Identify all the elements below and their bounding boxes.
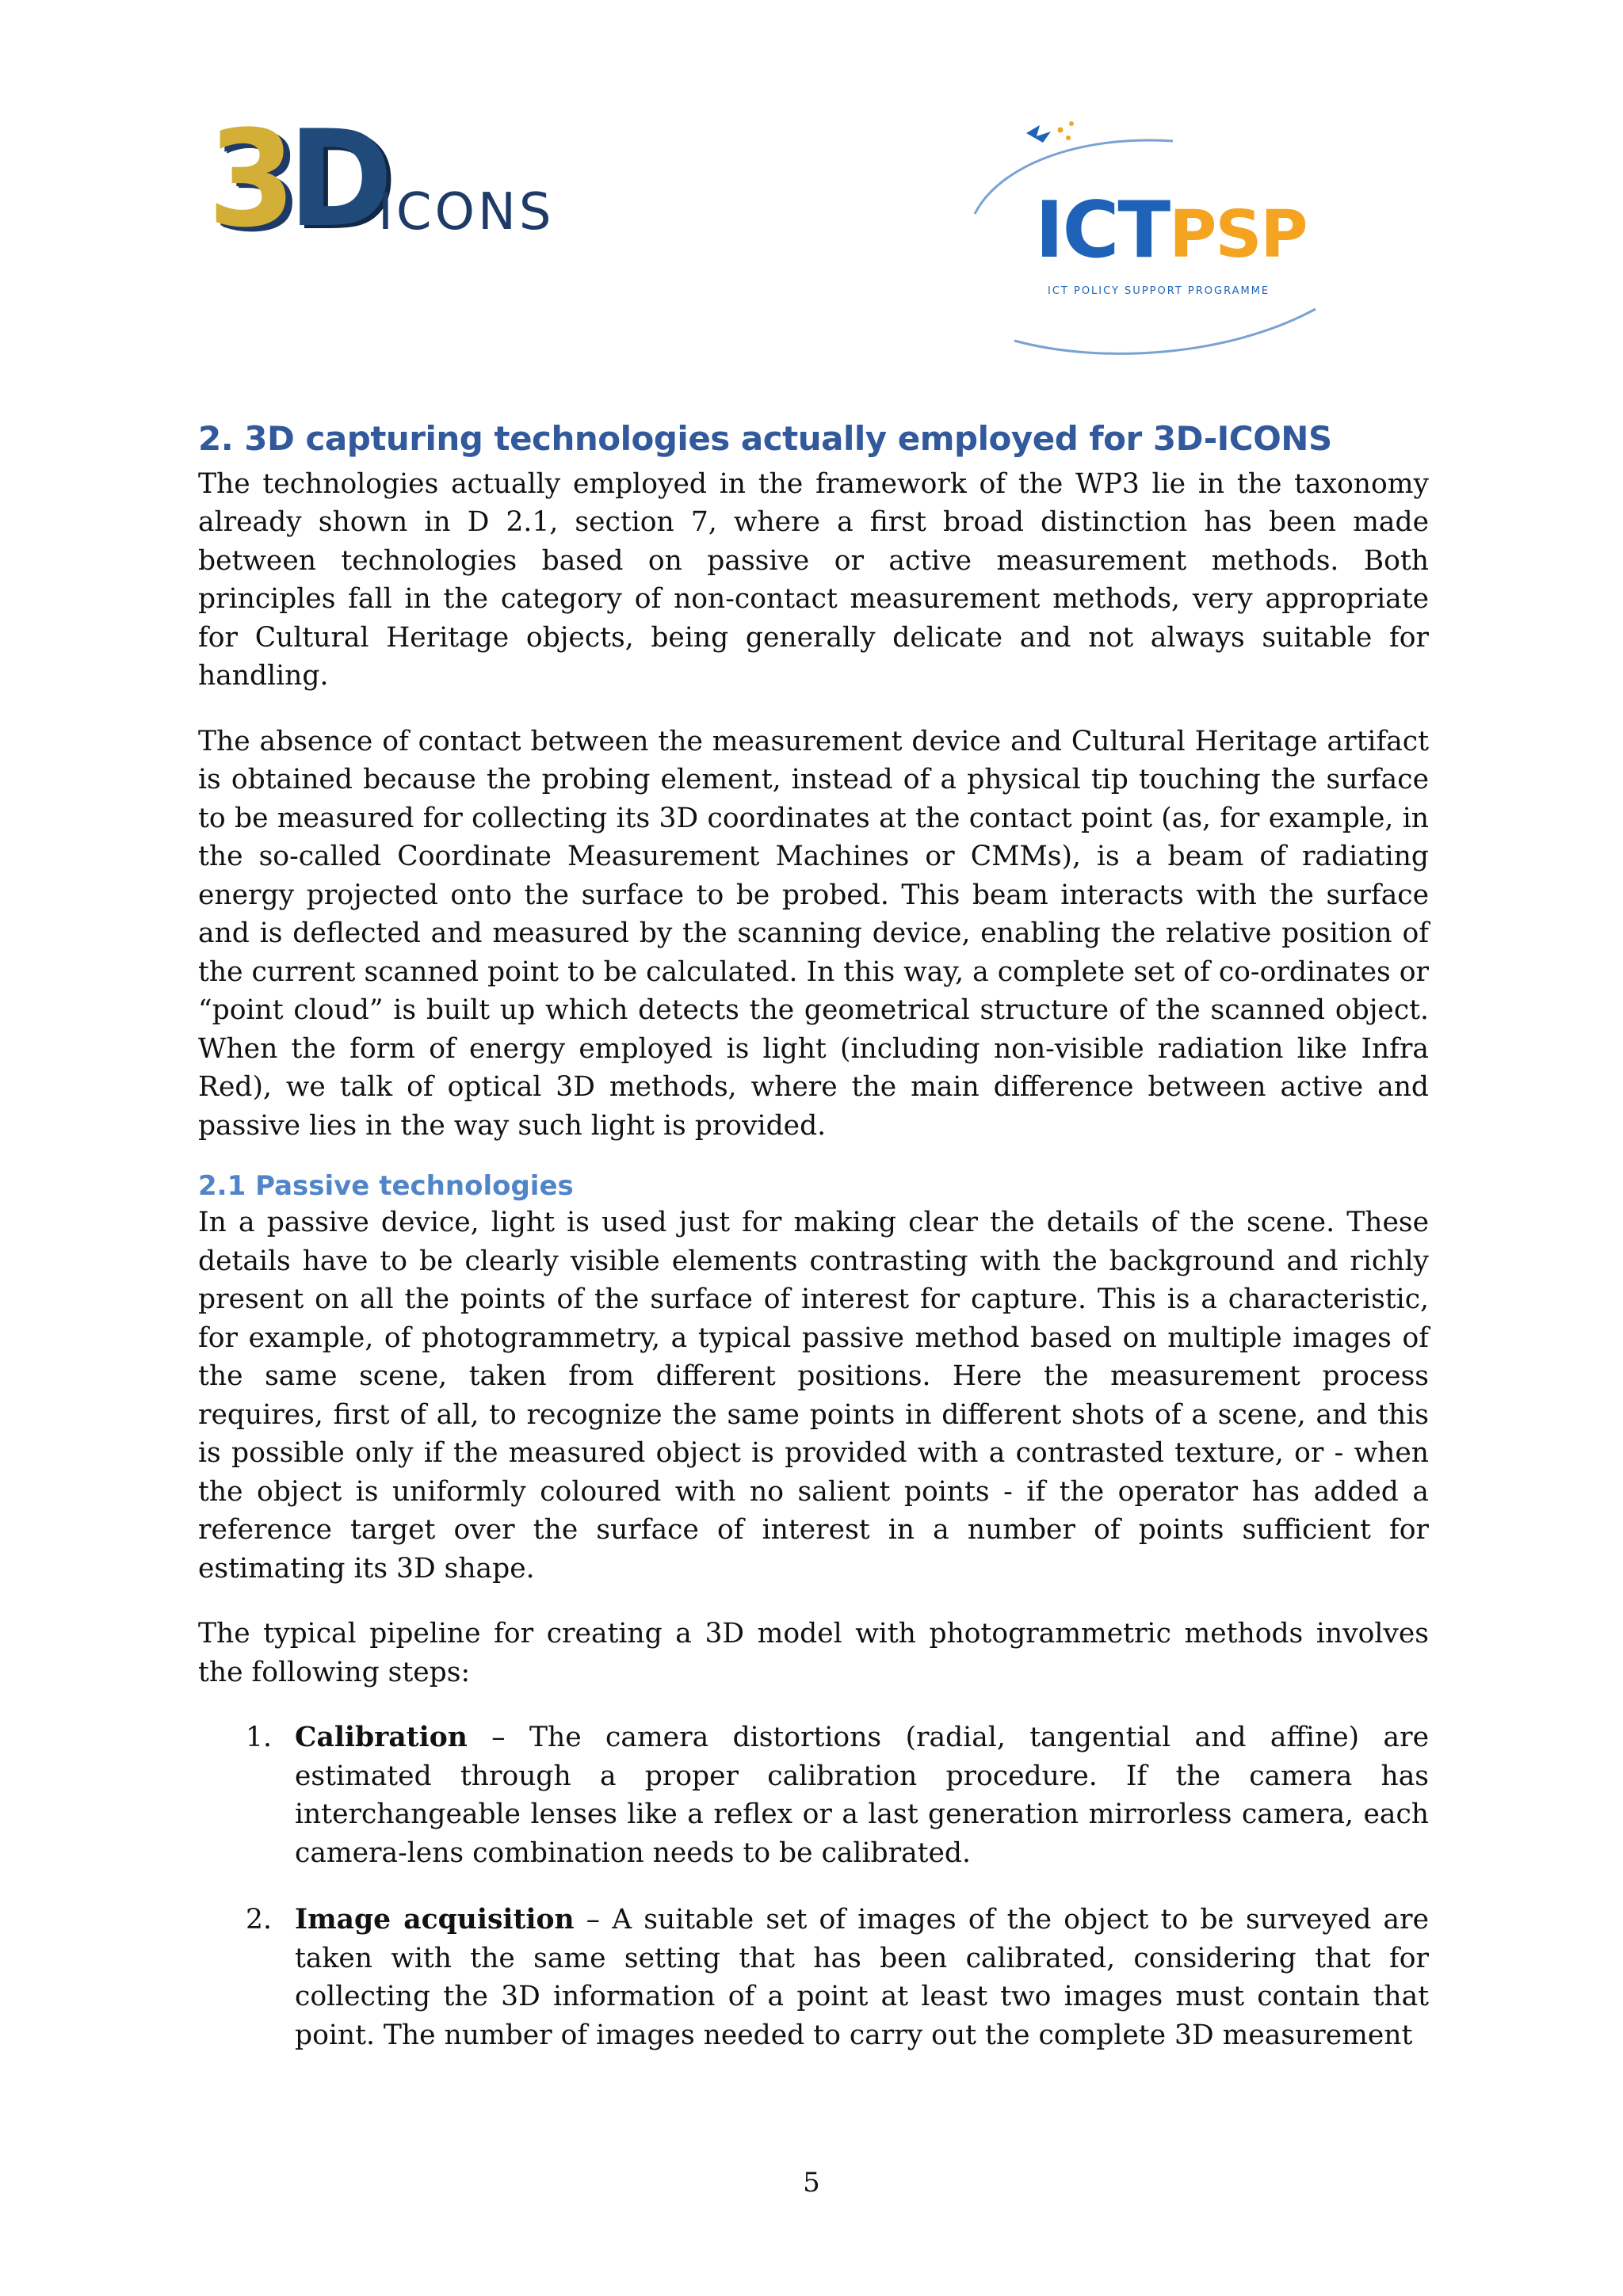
3d-icons-logo bbox=[208, 101, 580, 257]
step-number: 1. bbox=[246, 1722, 272, 1754]
3d-logo-mark: 3D bbox=[208, 101, 386, 257]
step-description: – The camera distortions (radial, tangential and affine) are estimated through a proper calibration procedure. If the camera has interchangeable lenses like a reflex or a last generation mirrorless camera, each camera-lens combination needs to be calibrated. bbox=[295, 1722, 1429, 1869]
ict-psp-wordmark: ICTPSP bbox=[1035, 185, 1307, 276]
step-description: – A suitable set of images of the object to be surveyed are taken with the same setting that has been calibrated, considering that for collecting the 3D information of a point at least two images must contain that point. The number of images needed to carry out the complete 3D measurement bbox=[295, 1904, 1429, 2051]
step-term: Image acquisition bbox=[295, 1904, 575, 1936]
document-body bbox=[198, 418, 1429, 2083]
pipeline-step bbox=[198, 1901, 1429, 2054]
pipeline-steps-list bbox=[198, 1718, 1429, 2054]
section-heading: 2. 3D capturing technologies actually employed for 3D-ICONS bbox=[198, 419, 1332, 458]
section-paragraph: The technologies actually employed in the framework of the WP3 lie in the taxonomy already shown in D 2.1, section 7, where a first broad distinction has been made between technologies based on passive or active measurement methods. Both principles fall in the category of non-contact measurement methods, very appropriate for Cultural Heritage objects, being generally delicate and not always suitable for handling. bbox=[198, 467, 1429, 692]
step-number: 2. bbox=[246, 1904, 272, 1936]
ict-psp-logo bbox=[967, 119, 1339, 372]
subsection-paragraph: The typical pipeline for creating a 3D model with photogrammetric methods involves the following steps: bbox=[198, 1618, 1429, 1688]
pipeline-step bbox=[198, 1718, 1429, 1872]
ict-psp-subtitle: ICT POLICY SUPPORT PROGRAMME bbox=[1048, 285, 1270, 297]
page-number: 5 bbox=[803, 2167, 820, 2199]
section-paragraph: The absence of contact between the measurement device and Cultural Heritage artifact is obtained because the probing element, instead of a physical tip touching the surface to be measured for collecting its 3D coordinates at the contact point (as, for example, in the so-called Coordinate Measurement Machines or CMMs), is a beam of radiating energy projected onto the surface to be probed. This beam interacts with the surface and is deflected and measured by the scanning device, enabling the relative position of the current scanned point to be calculated. In this way, a complete set of co-ordinates or “point cloud” is built up which detects the geometrical structure of the scanned object. When the form of energy employed is light (including non-visible radiation like Infra Red), we talk of optical 3D methods, where the main difference between active and passive lies in the way such light is provided. bbox=[198, 725, 1429, 1142]
subsection-paragraph: In a passive device, light is used just for making clear the details of the scene. These details have to be clearly visible elements contrasting with the background and richly present on all the points of the surface of interest for capture. This is a characteristic, for example, of photogrammetry, a typical passive method based on multiple images of the same scene, taken from different positions. Here the measurement process requires, first of all, to recognize the same points in different shots of a scene, and this is possible only if the measured object is provided with a contrasted texture, or - when the object is uniformly coloured with no salient points - if the operator has added a reference target over the surface of interest in a number of points sufficient for estimating its 3D shape. bbox=[198, 1207, 1429, 1585]
subsection-heading: 2.1 Passive technologies bbox=[198, 1170, 574, 1202]
icons-wordmark: ICONS bbox=[378, 183, 555, 242]
step-term: Calibration bbox=[295, 1722, 468, 1754]
